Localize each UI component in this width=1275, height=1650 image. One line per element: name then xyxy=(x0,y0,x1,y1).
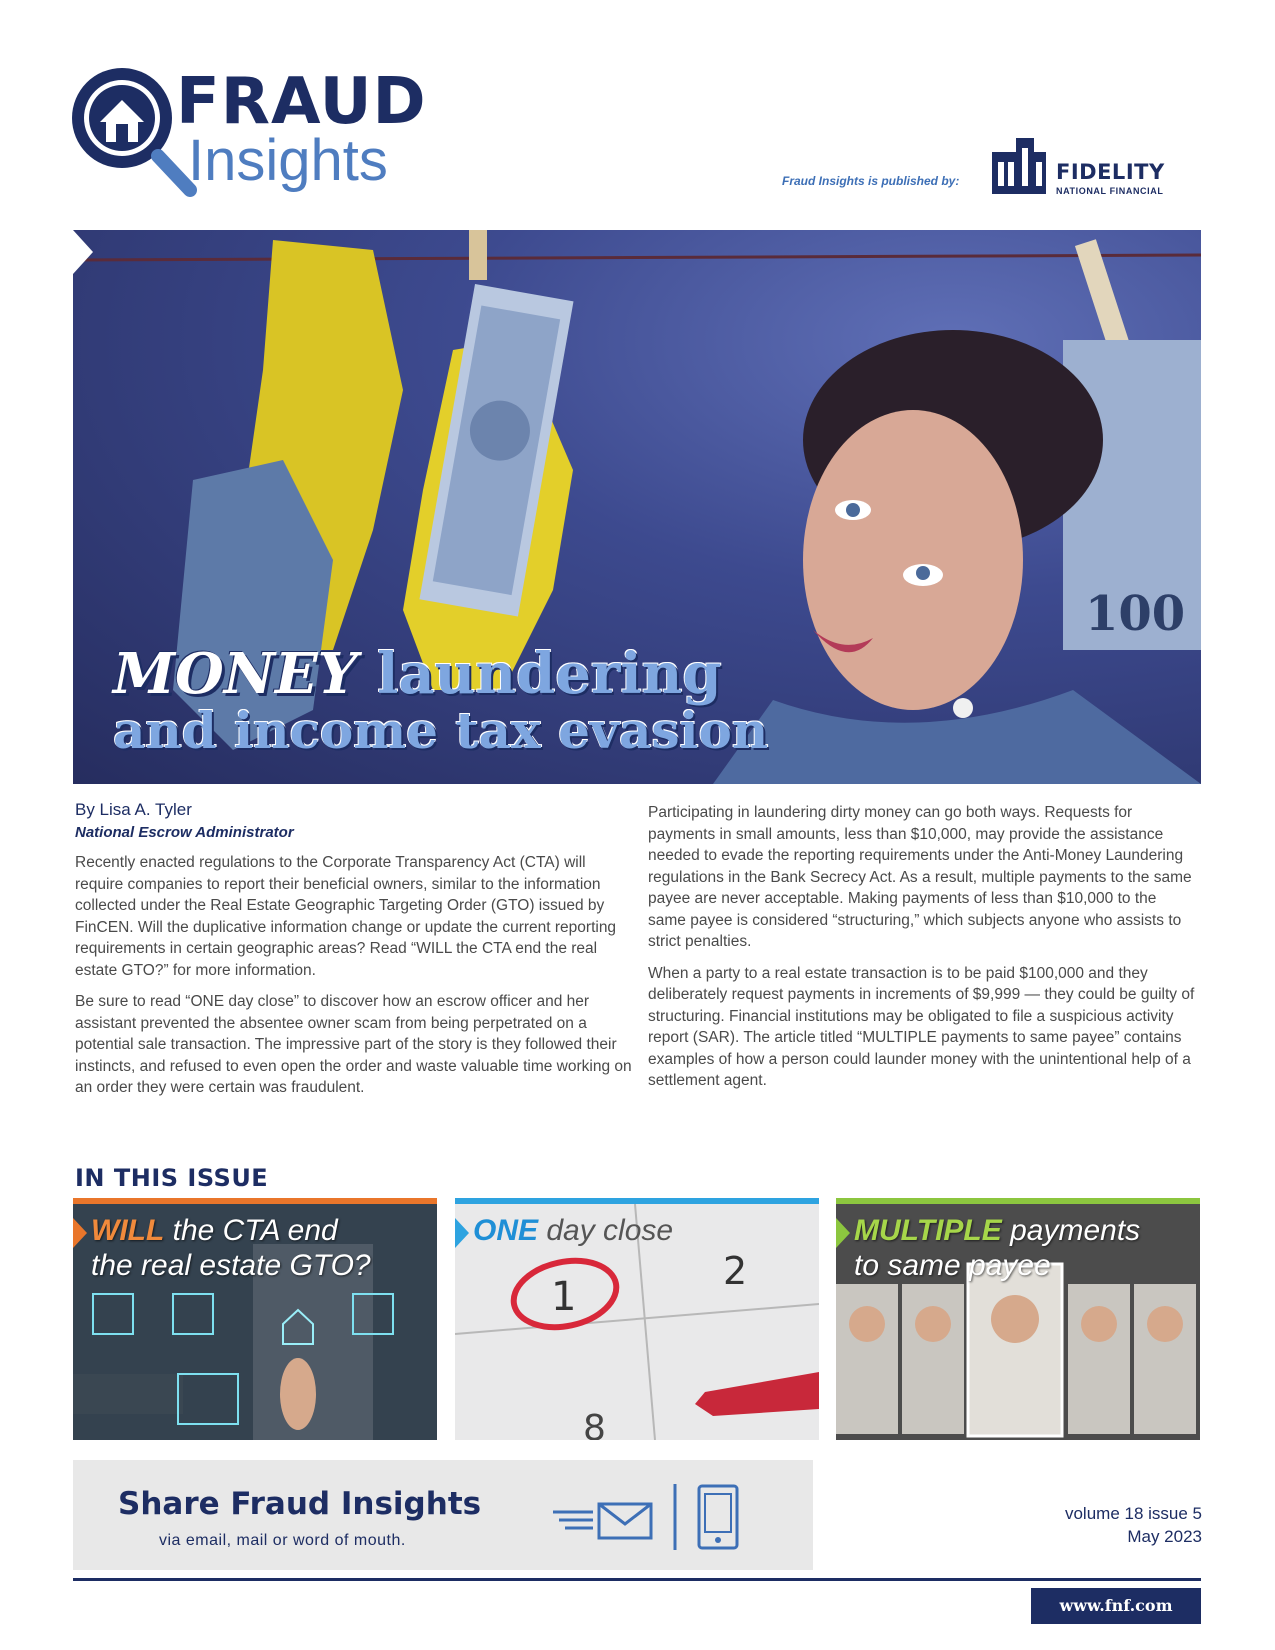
volume-label: volume 18 issue 5 xyxy=(1064,1504,1202,1523)
chevron-right-icon xyxy=(73,1218,87,1248)
article-right-column xyxy=(648,802,1198,1102)
card-title-rest: payments xyxy=(1001,1214,1141,1247)
hero-title xyxy=(113,641,769,760)
author-role: National Escrow Administrator xyxy=(75,824,294,841)
footer-rule xyxy=(73,1578,1201,1581)
card-title-keyword: WILL xyxy=(91,1214,165,1247)
hero-title-line2: and income tax evasion xyxy=(113,701,769,760)
card-title xyxy=(91,1214,371,1283)
chevron-right-icon xyxy=(455,1218,469,1248)
card-title-line2: to same payee xyxy=(854,1248,1051,1282)
chevron-right-icon xyxy=(836,1218,850,1248)
phone-icon xyxy=(699,1486,737,1548)
email-icon xyxy=(553,1504,651,1538)
card-title xyxy=(473,1214,673,1249)
issue-card-will-cta[interactable] xyxy=(73,1198,437,1440)
fidelity-logo xyxy=(990,134,1190,204)
paragraph: When a party to a real estate transaction is to be paid $100,000 and they deliberately request payments in increments of $9,999 — they could be guilty of structuring. Financial institutions may be obligated to file a suspicious activity report (SAR). The article titled “MULTIPLE payments to same payee” contains examples of how a person could launder money with the unintentional help of a settlement agent. xyxy=(648,964,1195,1089)
logo-insights-text: Insights xyxy=(188,128,388,193)
card-title xyxy=(854,1214,1140,1283)
chevron-right-icon xyxy=(73,230,93,274)
article-left-column xyxy=(75,852,635,1109)
issue-card-multiple-payments[interactable] xyxy=(836,1198,1200,1440)
hero-title-line1: laundering xyxy=(377,641,722,707)
website-link[interactable]: www.fnf.com xyxy=(1031,1588,1201,1624)
svg-text:2: 2 xyxy=(723,1249,748,1293)
card-title-keyword: ONE xyxy=(473,1214,539,1247)
issue-info xyxy=(1065,1502,1202,1548)
paragraph: Recently enacted regulations to the Corporate Transparency Act (CTA) will require companies to report their beneficial owners, similar to the information collected under the Real Estate Geographic Targeting Order (GTO) issued by FinCEN. Will the duplicative information change or update the current reporting requirements in certain geographic areas? Read “WILL the CTA end the real estate GTO?” for more information. xyxy=(75,854,617,979)
card-title-rest: day close xyxy=(538,1214,674,1247)
logo-fraud-text: FRAUD xyxy=(176,65,427,139)
publisher-name: FIDELITY xyxy=(1056,160,1165,184)
paragraph: Participating in laundering dirty money can go both ways. Requests for payments in small amounts, less than $10,000, may provide the assistance needed to evade the reporting requirements under the Anti-Money Laundering regulations in the Bank Secrecy Act. As a result, multiple payments to the same payee are never acceptable. Making payments of less than $10,000 to the same payee is considered “structuring,” which subjects anyone who assists to strict penalties. xyxy=(648,804,1192,950)
publisher-subtitle: NATIONAL FINANCIAL xyxy=(1056,186,1164,196)
building-icon xyxy=(990,134,1058,196)
issue-date: May 2023 xyxy=(1127,1527,1202,1546)
svg-text:1: 1 xyxy=(551,1274,577,1320)
share-title: Share Fraud Insights xyxy=(118,1486,482,1522)
share-subtitle: via email, mail or word of mouth. xyxy=(159,1532,406,1549)
card-title-rest: the CTA end xyxy=(164,1214,338,1247)
issue-card-one-day-close[interactable] xyxy=(455,1198,819,1440)
published-by-label: Fraud Insights is published by: xyxy=(782,174,960,188)
hero-title-keyword: MONEY xyxy=(113,641,358,707)
fraud-insights-logo xyxy=(60,60,460,200)
share-panel xyxy=(73,1460,813,1570)
card-title-keyword: MULTIPLE xyxy=(854,1214,1002,1247)
share-icons xyxy=(553,1482,773,1552)
svg-text:8: 8 xyxy=(583,1408,606,1440)
svg-text:100: 100 xyxy=(1085,586,1186,642)
hero-image xyxy=(73,230,1201,784)
in-this-issue-heading: IN THIS ISSUE xyxy=(75,1164,269,1192)
card-title-line2: the real estate GTO? xyxy=(91,1248,371,1282)
byline: By Lisa A. Tyler xyxy=(75,800,192,819)
paragraph: Be sure to read “ONE day close” to discover how an escrow officer and her assistant prevented the absentee owner scam from being perpetrated on a potential sale transaction. The impressive part of the story is they followed their instincts, and refused to even open the order and waste valuable time working on an order they were certain was fraudulent. xyxy=(75,993,632,1096)
